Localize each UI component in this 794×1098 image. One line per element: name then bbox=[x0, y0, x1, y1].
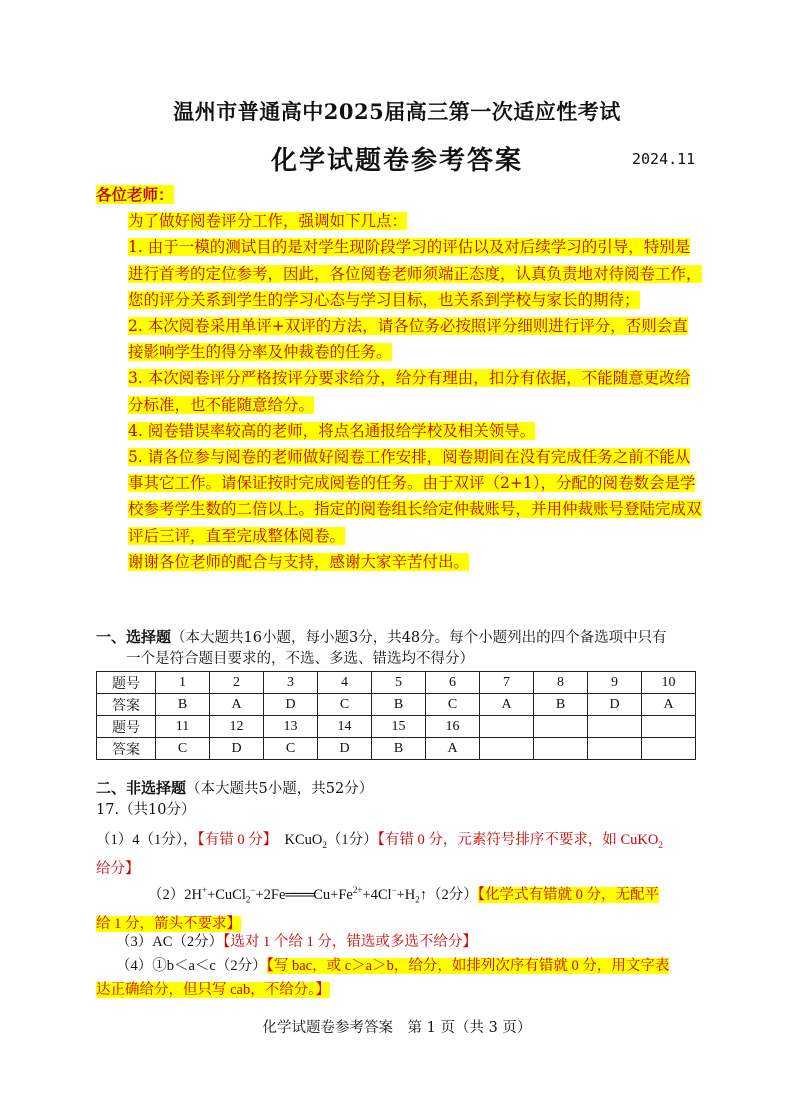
q17-part1 bbox=[96, 828, 702, 881]
table-cell: B bbox=[372, 738, 426, 760]
table-cell: 8 bbox=[534, 672, 588, 694]
q17-p1-note2: 【有错 0 分，元素符号排序不要求，如 CuKO bbox=[377, 832, 659, 848]
q17-p1-score: （1分） bbox=[326, 832, 378, 848]
q17-p2-score: （2分） bbox=[427, 886, 478, 903]
table-cell: 6 bbox=[426, 672, 480, 694]
notice-intro: 为了做好阅卷评分工作，强调如下几点： bbox=[128, 212, 408, 231]
table-cell: A bbox=[426, 738, 480, 760]
answer-table bbox=[96, 671, 696, 760]
q17-p4-note2: 达正确给分，但只写 cab，不给分。】 bbox=[96, 982, 330, 998]
table-cell bbox=[534, 738, 588, 760]
page-footer: 化学试题卷参考答案 第 1 页（共 3 页） bbox=[262, 1020, 532, 1036]
table-cell: D bbox=[210, 738, 264, 760]
table-cell: 10 bbox=[642, 672, 696, 694]
table-row bbox=[97, 738, 696, 760]
q17-part4 bbox=[96, 954, 702, 1002]
table-cell: 2 bbox=[210, 672, 264, 694]
table-cell bbox=[588, 738, 642, 760]
table-cell: C bbox=[318, 694, 372, 716]
table-cell bbox=[642, 738, 696, 760]
q17-p3-note: 【选对 1 个给 1 分，错选或多选不给分】 bbox=[223, 934, 477, 950]
table-cell: 4 bbox=[318, 672, 372, 694]
table-cell: D bbox=[318, 738, 372, 760]
table-cell: B bbox=[372, 694, 426, 716]
table-row bbox=[97, 694, 696, 716]
q17-p2-eq-tail: +4Cl bbox=[362, 886, 392, 903]
section1-desc1: （本大题共16小题，每小题3分，共48分。每个小题列出的四个备选项中只有 bbox=[171, 630, 667, 646]
exam-date: 2024.11 bbox=[632, 150, 696, 168]
q17-p4-note1: 【写 bac，或 c＞a＞b，给分，如排列次序有错就 0 分，用文字表 bbox=[266, 958, 670, 974]
q17-p1-formula-sub: 2 bbox=[322, 839, 327, 850]
q17-p2-note2: 给 1 分，箭头不要求】 bbox=[96, 915, 241, 932]
table-cell: D bbox=[588, 694, 642, 716]
notice-item-4: 4. 阅卷错误率较高的老师，将点名通报给学校及相关领导。 bbox=[128, 421, 536, 440]
table-cell bbox=[480, 716, 534, 738]
section1-heading: 一、选择题 bbox=[96, 628, 172, 646]
table-cell bbox=[588, 716, 642, 738]
table-cell: 11 bbox=[156, 716, 210, 738]
q17-p1-note2-sub: 2 bbox=[658, 839, 663, 850]
q17-p1-note3: 给分】 bbox=[96, 860, 140, 877]
table-cell: C bbox=[426, 694, 480, 716]
table-cell: A bbox=[210, 694, 264, 716]
table-cell bbox=[480, 738, 534, 760]
table-cell: A bbox=[642, 694, 696, 716]
notice-greeting: 各位老师： bbox=[96, 185, 174, 204]
notice-item-2: 2. 本次阅卷采用单评+双评的方法，请各位务必按照评分细则进行评分，否则会直接影响学生的得分率及仲裁卷的任务。 bbox=[128, 317, 688, 362]
table-cell: 5 bbox=[372, 672, 426, 694]
q17-p2-eq-start: （2）2H bbox=[148, 886, 202, 903]
table-cell: 答案 bbox=[97, 738, 156, 760]
table-cell: 14 bbox=[318, 716, 372, 738]
q17-p4-answer: （4）①b＜a＜c（2分） bbox=[116, 958, 267, 974]
question-17-header: 17.（共10分） bbox=[96, 802, 196, 818]
q17-p1-note1: 【有错 0 分】 bbox=[197, 832, 278, 848]
q17-p1-answer: （1）4（1分）， bbox=[96, 832, 198, 848]
table-cell: 9 bbox=[588, 672, 642, 694]
notice-item-5: 5. 请各位参与阅卷的老师做好阅卷工作安排，阅卷期间在没有完成任务之前不能从事其它工作。请保证按时完成阅卷的任务。由于双评（2+1），分配的阅卷数会是学校参考学生数的二倍以上。指定的阅卷组长给定仲裁账号，并用仲裁账号登陆完成双评后三评，直至完成整体阅卷。 bbox=[128, 448, 702, 545]
table-cell: 7 bbox=[480, 672, 534, 694]
table-cell: 13 bbox=[264, 716, 318, 738]
section2-desc: （本大题共5小题，共52分） bbox=[186, 781, 374, 797]
table-cell: 答案 bbox=[97, 694, 156, 716]
notice-item-1: 1. 由于一模的测试目的是对学生现阶段学习的评估以及对后续学习的引导，特别是进行首考的定位参考，因此，各位阅卷老师须端正态度，认真负责地对待阅卷工作，您的评分关系到学生的学习心态与学习目标，也关系到学校与家长的期待； bbox=[128, 238, 702, 309]
table-row bbox=[97, 672, 696, 694]
table-cell bbox=[642, 716, 696, 738]
q17-p2-eq-mid: Cu+Fe bbox=[313, 886, 353, 903]
section1-desc2: 一个是符合题目要求的，不选、多选、错选均不得分） bbox=[126, 651, 474, 667]
table-cell: 3 bbox=[264, 672, 318, 694]
exam-title: 温州市普通高中2025届高三第一次适应性考试 bbox=[173, 99, 621, 124]
q17-p2-eq-end: +H bbox=[396, 886, 416, 903]
section2-header bbox=[96, 777, 373, 800]
table-cell: B bbox=[156, 694, 210, 716]
table-cell: 15 bbox=[372, 716, 426, 738]
table-cell: 16 bbox=[426, 716, 480, 738]
table-cell: 12 bbox=[210, 716, 264, 738]
q17-part3 bbox=[116, 930, 702, 954]
notice-item-3: 3. 本次阅卷评分严格按评分要求给分，给分有理由，扣分有依据，不能随意更改给分标准，也不能随意给分。 bbox=[128, 369, 691, 414]
teacher-notice bbox=[96, 182, 702, 575]
table-cell: B bbox=[534, 694, 588, 716]
q17-p1-formula: KCuO bbox=[284, 832, 323, 848]
table-cell: A bbox=[480, 694, 534, 716]
section2-heading: 二、非选择题 bbox=[96, 779, 187, 797]
answer-title: 化学试题卷参考答案 bbox=[270, 146, 523, 176]
q17-part2: $(2)2H^++CuCl_2^-+2Fe═══Cu+Fe^{2+}+4Cl^-+H_2↑(2$分）【化学式有错就 0 分，无配平 给 1 分，箭头不要求】 bbox=[96, 885, 660, 932]
section1-header bbox=[96, 626, 667, 649]
table-cell: 1 bbox=[156, 672, 210, 694]
table-cell: D bbox=[264, 694, 318, 716]
q17-p2-note1: 【化学式有错就 0 分，无配平 bbox=[477, 886, 660, 903]
notice-thanks: 谢谢各位老师的配合与支持，感谢大家辛苦付出。 bbox=[128, 552, 470, 571]
q17-p3-answer: （3）AC（2分） bbox=[116, 934, 224, 950]
table-row bbox=[97, 716, 696, 738]
table-cell: C bbox=[264, 738, 318, 760]
table-cell: 题号 bbox=[97, 672, 156, 694]
table-cell bbox=[534, 716, 588, 738]
table-cell: 题号 bbox=[97, 716, 156, 738]
table-cell: C bbox=[156, 738, 210, 760]
